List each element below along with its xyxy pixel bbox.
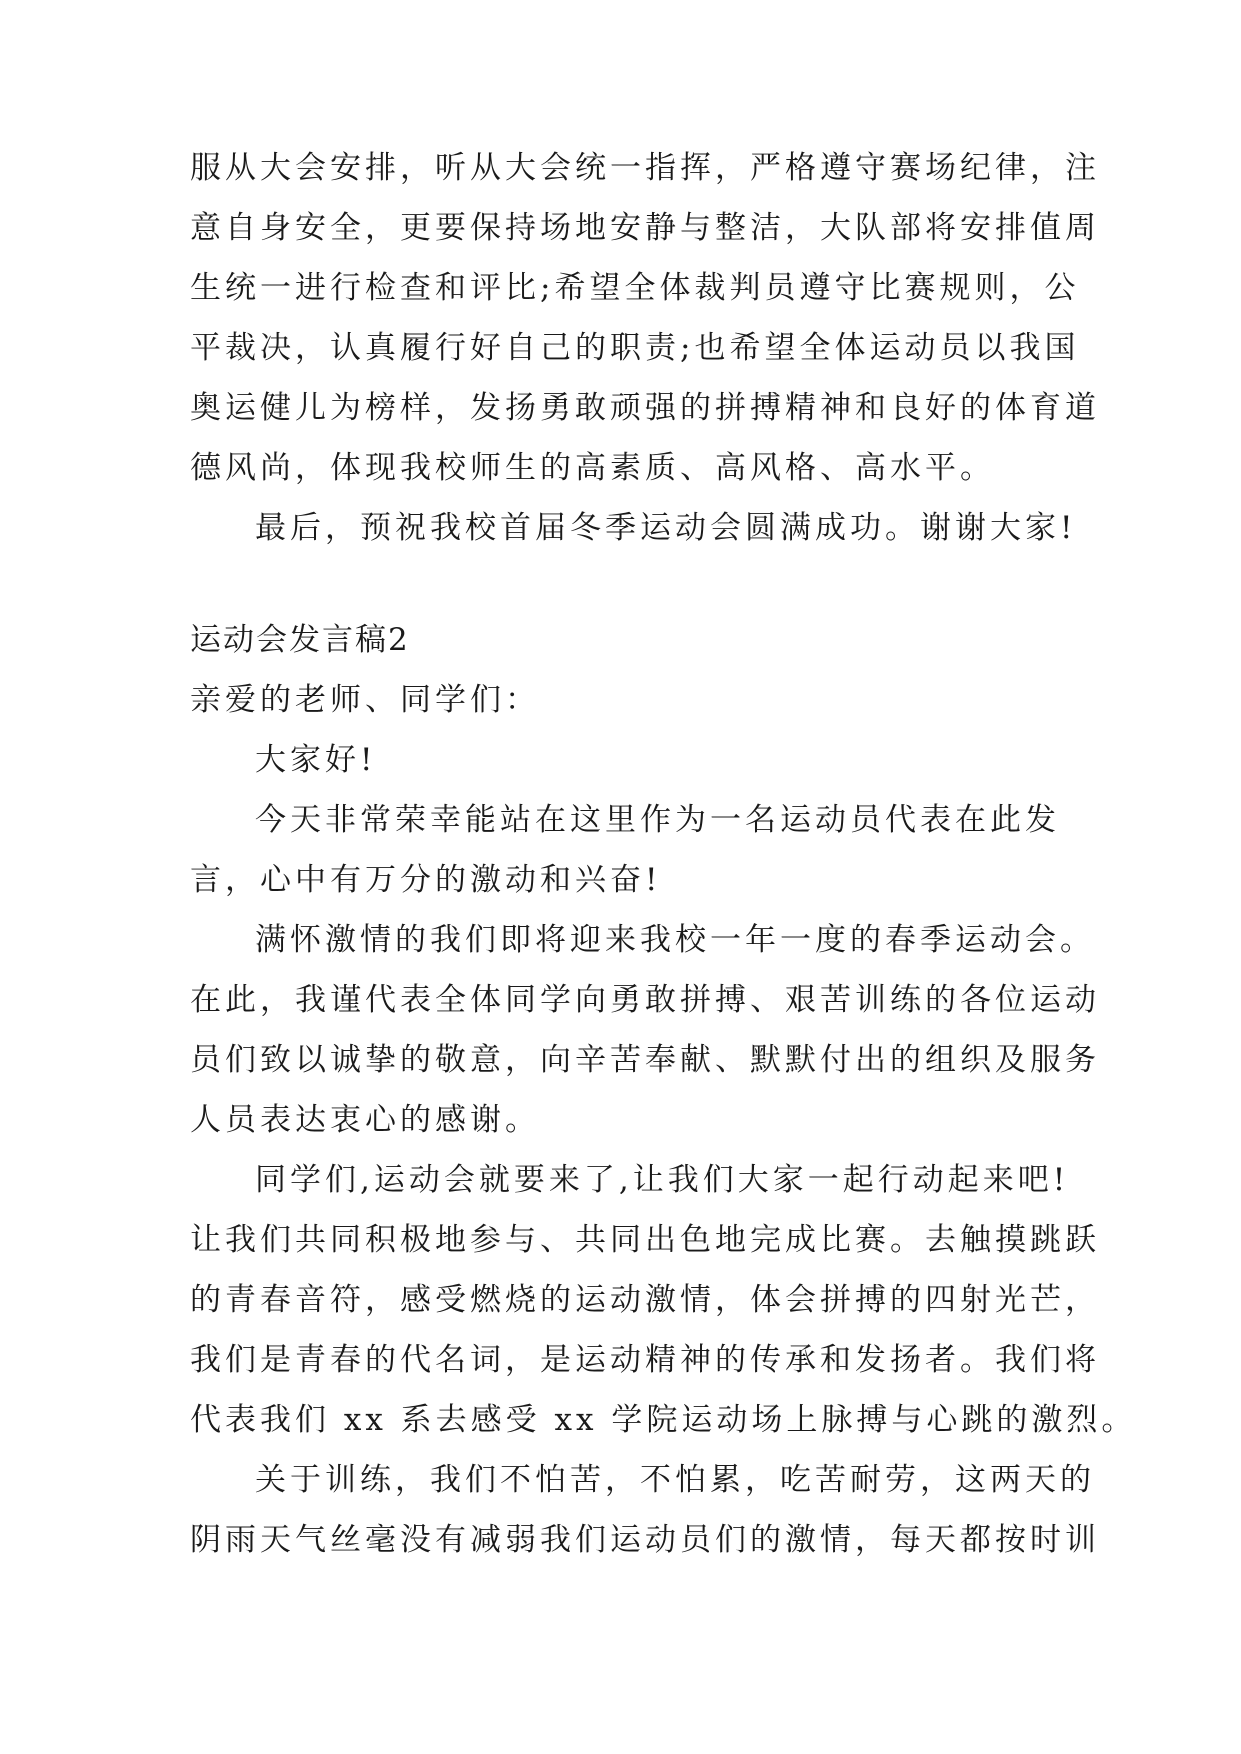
body-text-line: 代表我们 xx 系去感受 xx 学院运动场上脉搏与心跳的激烈。 (190, 1402, 1137, 1438)
body-text-line: 阴雨天气丝毫没有减弱我们运动员们的激情，每天都按时训 (190, 1522, 1100, 1558)
body-text-line: 员们致以诚挚的敬意，向辛苦奉献、默默付出的组织及服务 (190, 1042, 1100, 1078)
body-text-line: 在此，我谨代表全体同学向勇敢拼搏、艰苦训练的各位运动 (190, 982, 1100, 1018)
section-title: 运动会发言稿2 (190, 622, 410, 658)
body-text-line: 的青春音符，感受燃烧的运动激情，体会拼搏的四射光芒， (190, 1282, 1100, 1318)
salutation: 亲爱的老师、同学们： (190, 682, 540, 718)
body-text-line: 意自身安全，更要保持场地安静与整洁，大队部将安排值周 (190, 210, 1100, 246)
body-text-line: 今天非常荣幸能站在这里作为一名运动员代表在此发 (255, 802, 1060, 838)
body-text-line: 德风尚，体现我校师生的高素质、高风格、高水平。 (190, 450, 995, 486)
body-text-line: 满怀激情的我们即将迎来我校一年一度的春季运动会。 (255, 922, 1095, 958)
body-text-line: 生统一进行检查和评比;希望全体裁判员遵守比赛规则，公 (190, 270, 1080, 306)
body-text-line: 言，心中有万分的激动和兴奋! (190, 862, 662, 898)
body-text-line: 我们是青春的代名词，是运动精神的传承和发扬者。我们将 (190, 1342, 1100, 1378)
body-text-line: 让我们共同积极地参与、共同出色地完成比赛。去触摸跳跃 (190, 1222, 1100, 1258)
body-text-line: 平裁决，认真履行好自己的职责;也希望全体运动员以我国 (190, 330, 1080, 366)
closing-line: 最后，预祝我校首届冬季运动会圆满成功。谢谢大家! (255, 510, 1077, 546)
body-text-line: 同学们,运动会就要来了,让我们大家一起行动起来吧! (255, 1162, 1070, 1198)
body-text-line: 关于训练，我们不怕苦，不怕累，吃苦耐劳，这两天的 (255, 1462, 1095, 1498)
body-text-line: 服从大会安排，听从大会统一指挥，严格遵守赛场纪律，注 (190, 150, 1100, 186)
body-text-line: 人员表达衷心的感谢。 (190, 1102, 540, 1138)
body-text-line: 奥运健儿为榜样，发扬勇敢顽强的拼搏精神和良好的体育道 (190, 390, 1100, 426)
greeting: 大家好! (255, 742, 377, 778)
